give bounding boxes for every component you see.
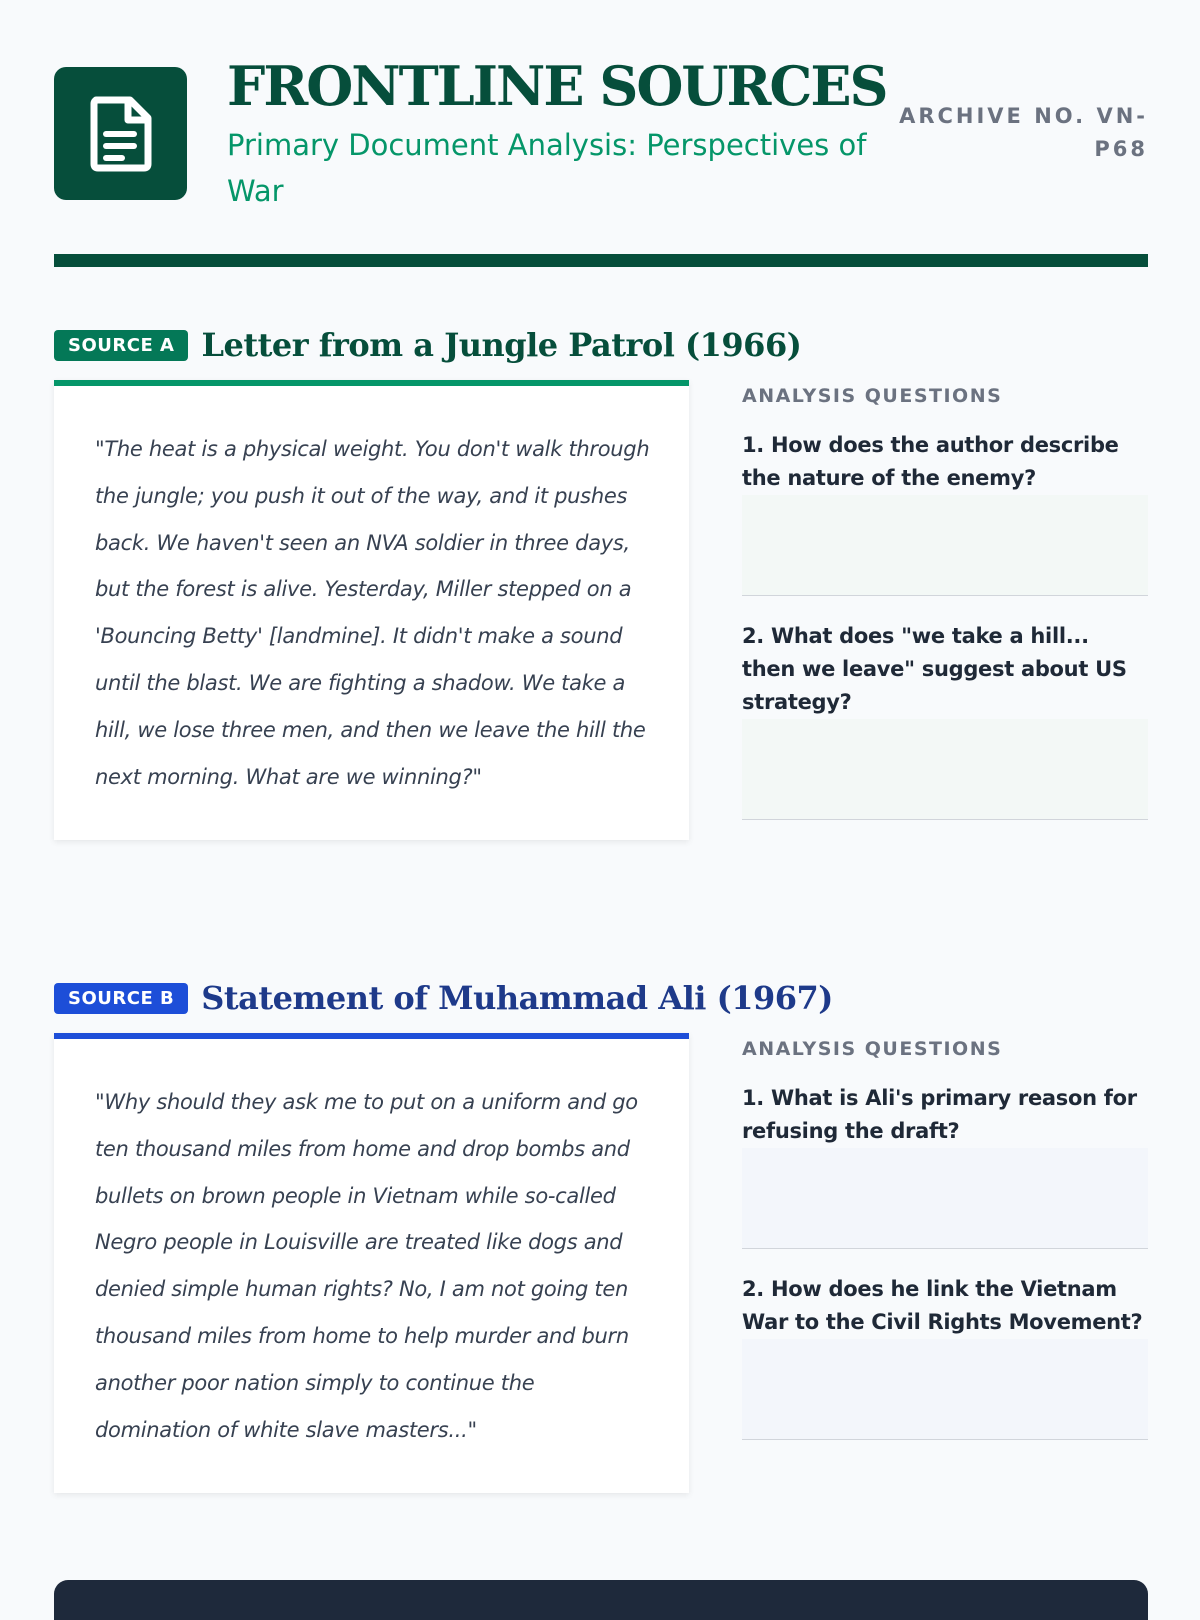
source-a-heading — [54, 320, 801, 370]
question-text: 1. How does the author describe the nature of the enemy? — [742, 433, 1119, 490]
logo — [54, 67, 187, 200]
source-a-quote: "The heat is a physical weight. You don't walk through the jungle; you push it out of the way, and it pushes back. We haven't seen an NVA soldier in three days, but the forest is alive. Yesterday, Miller stepped on a 'Bouncing Betty' [landmine]. It didn't make a sound until the blast. We are fighting a shadow. We take a hill, we lose three men, and then we leave the hill the next morning. What are we winning?" — [95, 437, 650, 789]
question-text: 2. What does "we take a hill... then we leave" suggest about US strategy? — [742, 624, 1127, 714]
page-header — [54, 54, 1148, 210]
page-subtitle: Primary Document Analysis: Perspectives of War — [227, 128, 867, 208]
question-text: 2. How does he link the Vietnam War to the Civil Rights Movement? — [742, 1277, 1143, 1334]
source-a-badge: SOURCE A — [54, 330, 188, 361]
source-b-heading — [54, 973, 833, 1023]
question-item — [742, 1082, 1148, 1249]
source-b-title: Statement of Muhammad Ali (1967) — [201, 979, 833, 1017]
source-b-document — [54, 1033, 689, 1493]
source-a-document — [54, 380, 689, 840]
source-b-section — [54, 973, 1148, 1503]
document-icon — [88, 96, 154, 172]
answer-space[interactable] — [742, 719, 1148, 819]
footer-bar — [54, 1580, 1148, 1620]
question-item — [742, 620, 1148, 820]
source-b-badge: SOURCE B — [54, 983, 188, 1014]
source-a-title: Letter from a Jungle Patrol (1966) — [201, 326, 802, 364]
source-b-quote: "Why should they ask me to put on a uniform and go ten thousand miles from home and drop bombs and bullets on brown people in Vietnam while so-called Negro people in Louisville are treated like dogs and denied simple human rights? No, I am not going ten thousand miles from home to help murder and burn another poor nation simply to continue the domination of white slave masters..." — [95, 1090, 638, 1442]
question-item — [742, 1273, 1148, 1440]
questions-label: ANALYSIS QUESTIONS — [742, 385, 1003, 407]
source-b-questions — [742, 1033, 1148, 1440]
question-text: 1. What is Ali's primary reason for refusing the draft? — [742, 1086, 1137, 1143]
header-divider — [54, 254, 1148, 267]
source-a-questions — [742, 380, 1148, 820]
question-item — [742, 429, 1148, 596]
page-title: FRONTLINE SOURCES — [227, 54, 887, 118]
archive-number: ARCHIVE NO. VN-P68 — [899, 104, 1148, 161]
answer-space[interactable] — [742, 495, 1148, 595]
answer-space[interactable] — [742, 1148, 1148, 1248]
source-a-section — [54, 320, 1148, 880]
answer-space[interactable] — [742, 1339, 1148, 1439]
questions-label: ANALYSIS QUESTIONS — [742, 1038, 1003, 1060]
